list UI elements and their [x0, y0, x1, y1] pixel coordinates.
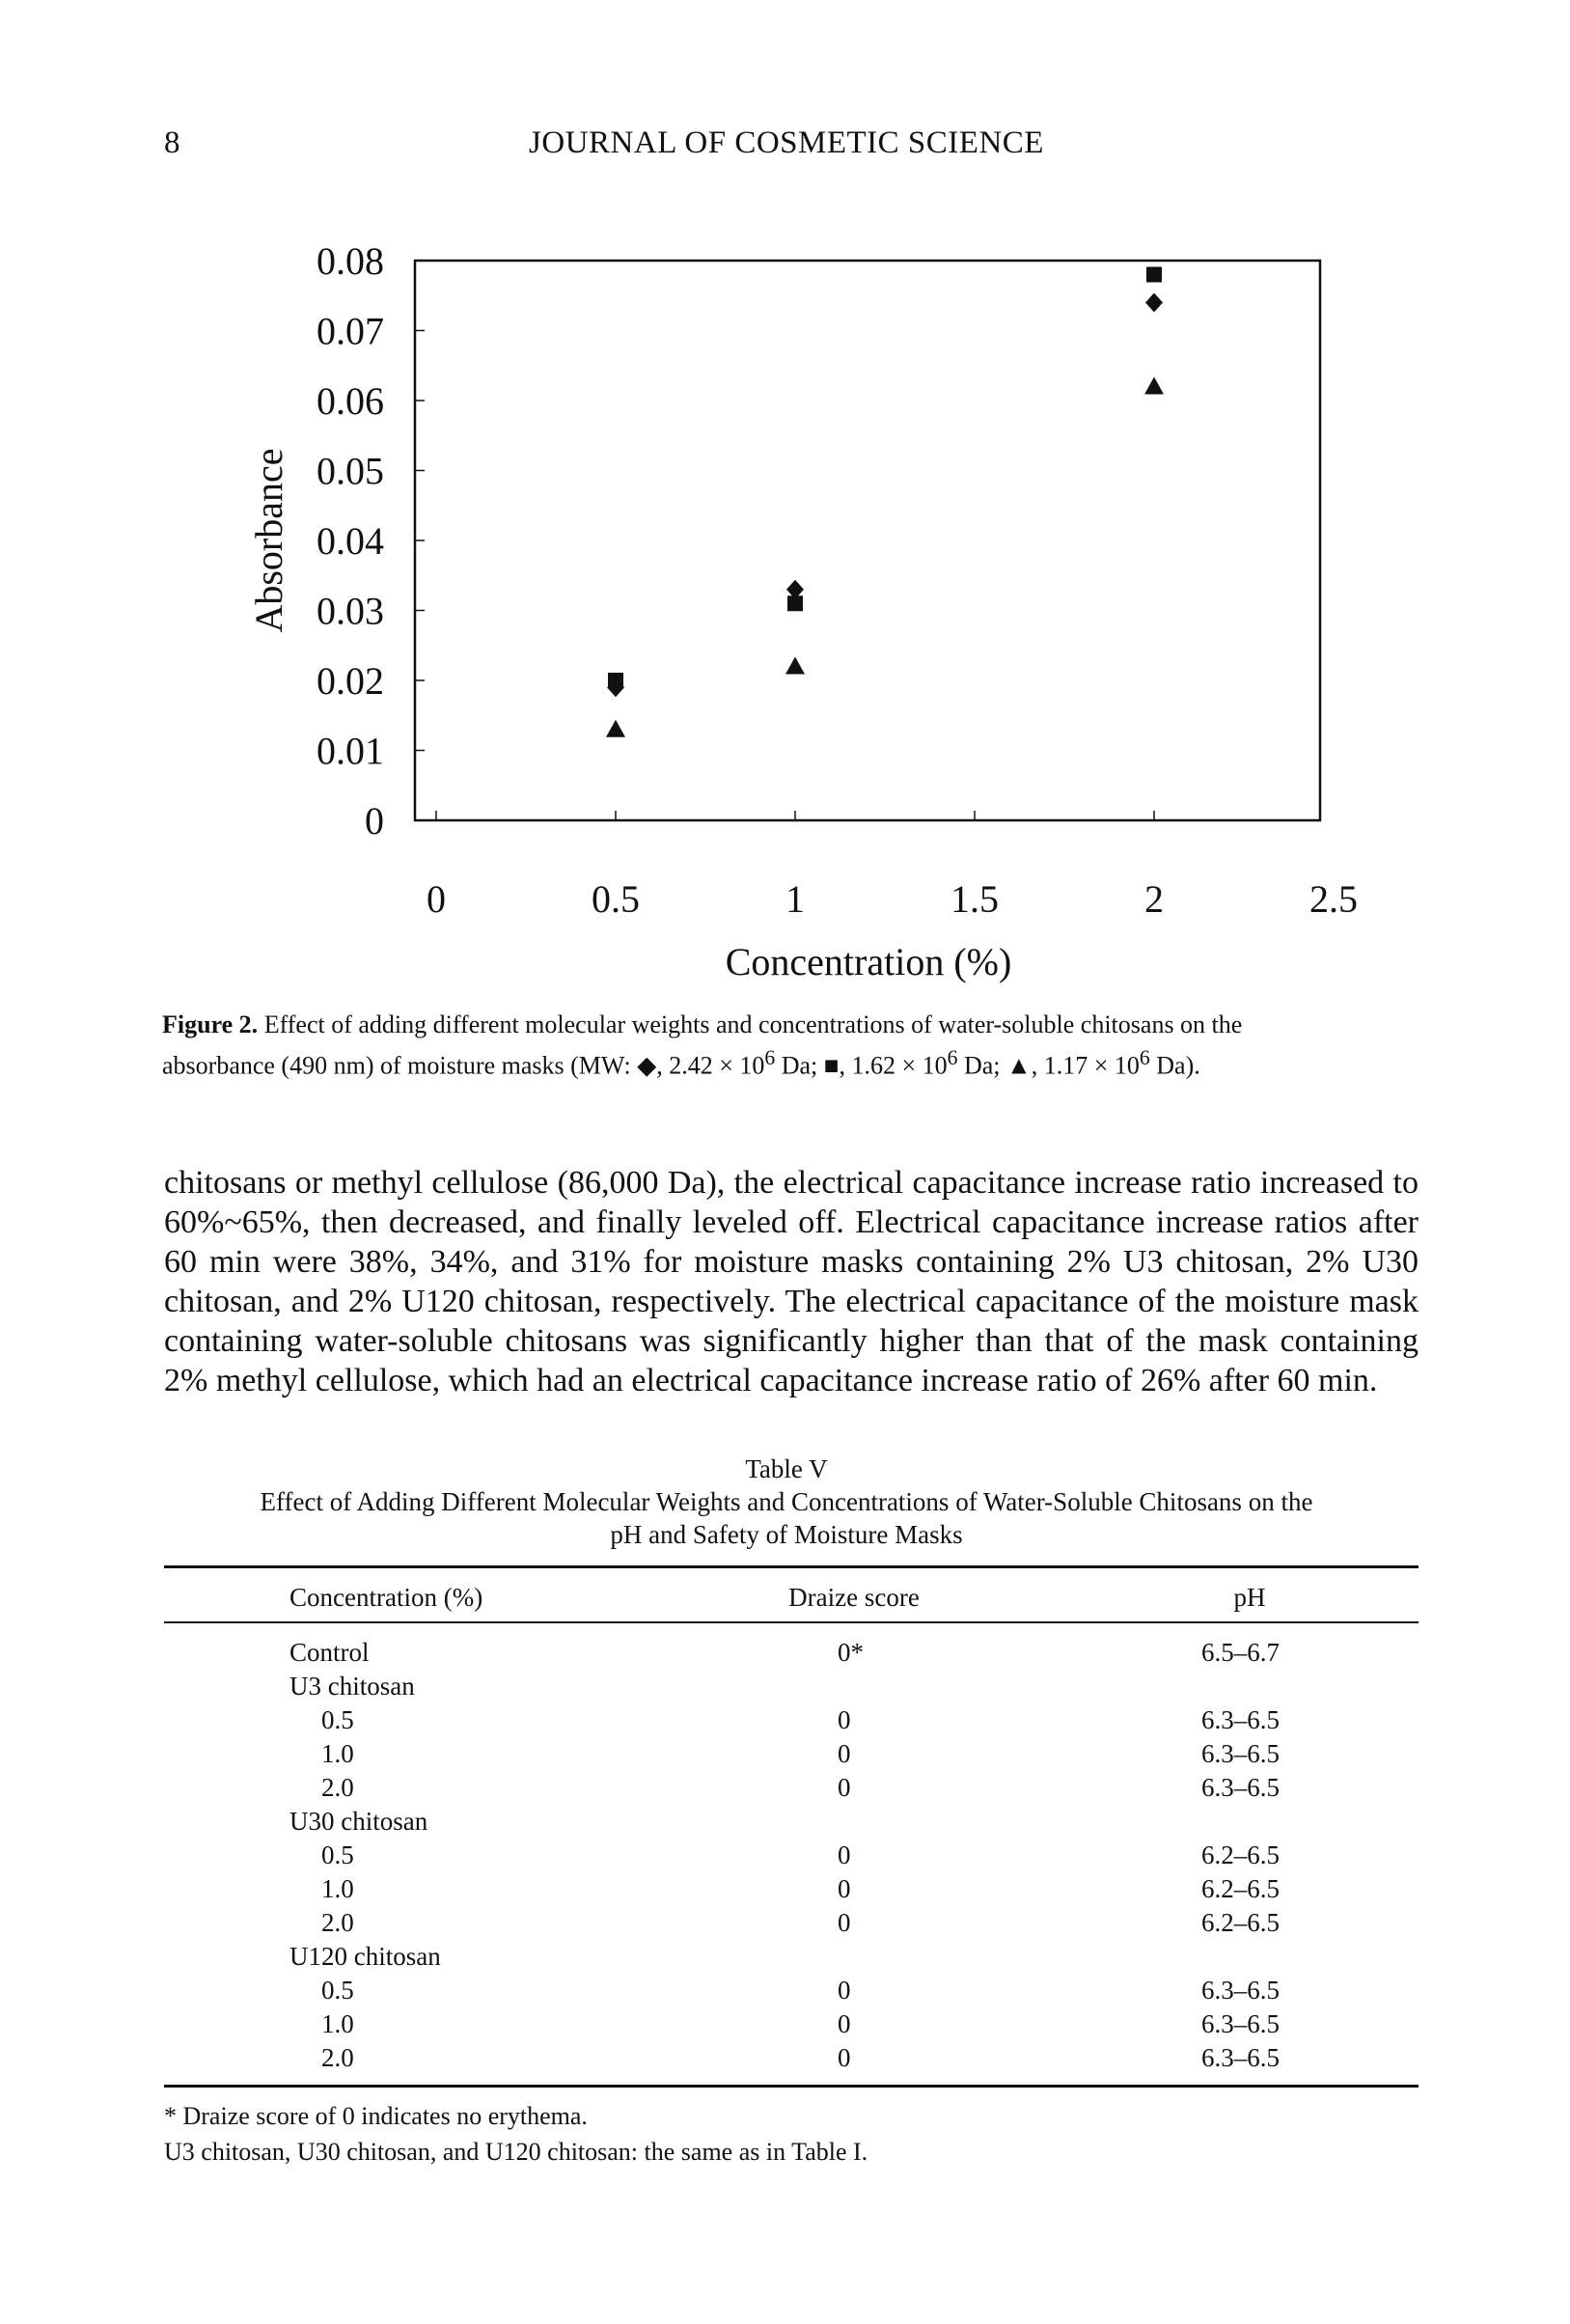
- y-tick-label: 0.08: [317, 239, 384, 283]
- exponent: 6: [764, 1046, 776, 1069]
- table-cell-draize: 0: [838, 1874, 851, 1903]
- header-ph: pH: [1233, 1583, 1266, 1612]
- table-cell-concentration: 2.0: [321, 1908, 354, 1937]
- caption-text: , 2.42 × 10: [656, 1051, 765, 1080]
- table-bottom-rule: [164, 2085, 1419, 2088]
- table-cell-ph: 6.3–6.5: [1201, 1739, 1280, 1768]
- data-point-square: [1146, 267, 1162, 283]
- x-tick-label: 0.5: [592, 877, 640, 921]
- table-cell-ph: 6.5–6.7: [1201, 1638, 1280, 1667]
- data-point-triangle: [606, 720, 625, 737]
- square-symbol: ■: [823, 1051, 840, 1080]
- caption-text: Da;: [957, 1051, 1007, 1080]
- table-cell-draize: 0: [838, 1705, 851, 1734]
- caption-line1: Effect of adding different molecular weights and concentrations of water-soluble chitosans on the: [263, 1010, 1243, 1038]
- triangle-symbol: ▲: [1006, 1051, 1032, 1080]
- data-points: [606, 267, 1164, 737]
- table-cell-concentration: Control: [289, 1638, 370, 1667]
- x-axis: [427, 811, 1358, 921]
- y-tick-label: 0.03: [317, 589, 384, 633]
- diamond-symbol: ◆: [637, 1051, 657, 1080]
- table-top-rule: [164, 1565, 1419, 1568]
- table-cell-draize: 0: [838, 1840, 851, 1869]
- table-title-line1: Effect of Adding Different Molecular Weights and Concentrations of Water-Soluble Chitosans on the: [260, 1487, 1313, 1516]
- y-tick-label: 0.02: [317, 659, 384, 703]
- y-axis-label: Absorbance: [247, 448, 290, 633]
- x-tick-label: 1.5: [950, 877, 999, 921]
- caption-label: Figure 2.: [162, 1010, 259, 1038]
- header-concentration: Concentration (%): [289, 1583, 483, 1612]
- caption-text: absorbance (490 nm) of moisture masks (MW:: [162, 1051, 638, 1080]
- journal-title: JOURNAL OF COSMETIC SCIENCE: [529, 125, 1044, 160]
- table-cell-draize: 0: [838, 1908, 851, 1937]
- table-cell-ph: 6.3–6.5: [1201, 2009, 1280, 2038]
- body-paragraph: chitosans or methyl cellulose (86,000 Da), the electrical capacitance increase ratio increased to 60%~65%, then decreased, and finally leveled off. Electrical capacitance increase ratios after 60 min were 38%, 34%, and 31% for moisture masks containing 2% U3 chitosan, 2% U30 chitosan, and 2% U120 chitosan, respectively. The electrical capacitance of the moisture mask containing water-soluble chitosans was significantly higher than that of the mask containing 2% methyl cellulose, which had an electrical capacitance increase ratio of 26% after 60 min.: [164, 1165, 1419, 1398]
- page-number: 8: [164, 125, 180, 160]
- table-cell-draize: 0: [838, 1976, 851, 2005]
- table-cell-draize: 0: [838, 2009, 851, 2038]
- table-cell-concentration: 2.0: [321, 2043, 354, 2072]
- caption-text: Da;: [775, 1051, 824, 1080]
- figure-2-chart: [0, 0, 1570, 1004]
- table-cell-ph: 6.3–6.5: [1201, 2043, 1280, 2072]
- table-label: Table V: [745, 1454, 828, 1483]
- x-tick-label: 2.5: [1309, 877, 1358, 921]
- exponent: 6: [947, 1046, 958, 1069]
- caption-text: , 1.17 × 10: [1031, 1051, 1140, 1080]
- plot-frame: [415, 261, 1320, 820]
- x-tick-label: 2: [1144, 877, 1164, 921]
- table-footnote-1: * Draize score of 0 indicates no erythema.: [164, 2102, 588, 2130]
- table-group-label: U120 chitosan: [289, 1942, 441, 1971]
- header-draize-score: Draize score: [788, 1583, 920, 1612]
- table-cell-ph: 6.3–6.5: [1201, 1976, 1280, 2005]
- table-group-label: U3 chitosan: [289, 1672, 415, 1701]
- x-tick-label: 0: [427, 877, 446, 921]
- y-tick-label: 0.04: [317, 519, 384, 563]
- y-tick-label: 0.05: [317, 449, 384, 493]
- table-cell-draize: 0: [838, 2043, 851, 2072]
- table-cell-concentration: 0.5: [321, 1840, 354, 1869]
- table-group-label: U30 chitosan: [289, 1807, 428, 1836]
- caption-text: , 1.62 × 10: [839, 1051, 948, 1080]
- y-tick-label: 0.07: [317, 309, 384, 353]
- data-point-triangle: [1144, 377, 1164, 395]
- figure-caption: [162, 1009, 1417, 1083]
- table-cell-concentration: 0.5: [321, 1705, 354, 1734]
- table-cell-ph: 6.3–6.5: [1201, 1773, 1280, 1802]
- table-cell-concentration: 2.0: [321, 1773, 354, 1802]
- table-cell-concentration: 0.5: [321, 1976, 354, 2005]
- table-cell-draize: 0: [838, 1773, 851, 1802]
- table-cell-draize: 0: [838, 1739, 851, 1768]
- table-header-rule: [164, 1621, 1419, 1623]
- data-point-square: [608, 673, 623, 688]
- table-cell-ph: 6.3–6.5: [1201, 1705, 1280, 1734]
- x-tick-label: 1: [785, 877, 805, 921]
- table-cell-concentration: 1.0: [321, 1739, 354, 1768]
- data-point-diamond: [1145, 293, 1163, 313]
- table-cell-ph: 6.2–6.5: [1201, 1840, 1280, 1869]
- y-tick-label: 0.01: [317, 729, 384, 773]
- table-cell-ph: 6.2–6.5: [1201, 1874, 1280, 1903]
- table-cell-concentration: 1.0: [321, 1874, 354, 1903]
- table-footnote-2: U3 chitosan, U30 chitosan, and U120 chitosan: the same as in Table I.: [164, 2138, 868, 2166]
- exponent: 6: [1139, 1046, 1150, 1069]
- table-cell-concentration: 1.0: [321, 2009, 354, 2038]
- data-point-square: [787, 595, 803, 611]
- table-title: [154, 1452, 1419, 1551]
- y-tick-label: 0.06: [317, 379, 384, 423]
- table-cell-draize: 0*: [838, 1638, 864, 1667]
- data-point-triangle: [785, 657, 805, 675]
- x-axis-label: Concentration (%): [725, 940, 1012, 983]
- y-axis: [317, 239, 425, 843]
- y-tick-label: 0: [365, 799, 384, 843]
- table-cell-ph: 6.2–6.5: [1201, 1908, 1280, 1937]
- table-title-line2: pH and Safety of Moisture Masks: [610, 1520, 963, 1549]
- caption-text: Da).: [1149, 1051, 1200, 1080]
